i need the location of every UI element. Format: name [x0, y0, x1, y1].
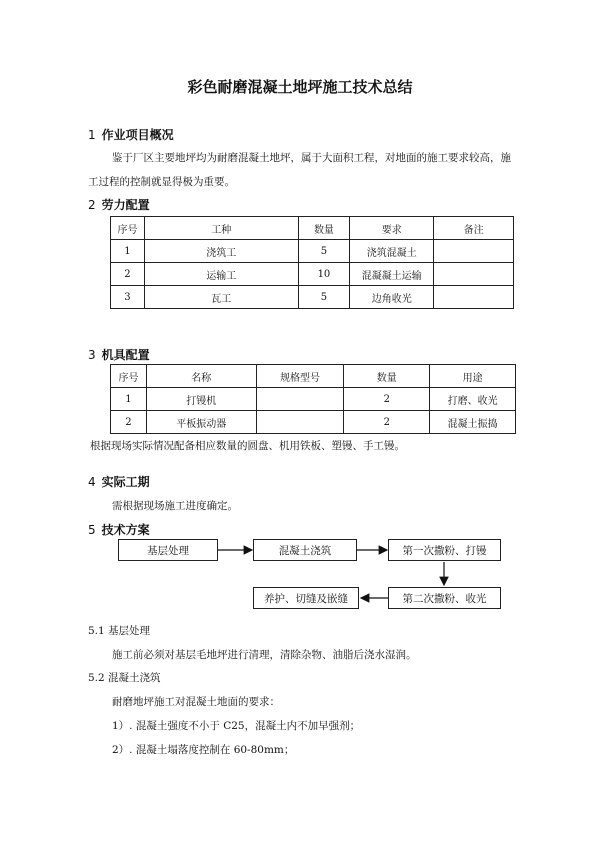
- table-cell: 1: [111, 388, 147, 411]
- equipment-note: 根据现场实际情况配备相应数量的圆盘、机用铁板、塑镘、手工镘。: [90, 440, 405, 452]
- section-2-title: 劳力配置: [101, 198, 150, 212]
- section-1-line-1: 鉴于厂区主要地坪均为耐磨混凝土地坪，属于大面积工程，对地面的施工要求较高，施: [112, 152, 511, 164]
- table-header-cell: 名称: [146, 365, 256, 388]
- table-cell: 10: [298, 263, 350, 286]
- subsection-5-2-intro: 耐磨地坪施工对混凝土地面的要求：: [112, 696, 280, 708]
- table-header-cell: 备注: [434, 217, 514, 240]
- table-cell: 平板振动器: [146, 411, 256, 434]
- section-4-text: 需根据现场施工进度确定。: [112, 500, 238, 512]
- table-cell: 打磨、收光: [430, 388, 516, 411]
- table-header-cell: 序号: [111, 365, 147, 388]
- section-5-title: 技术方案: [101, 523, 150, 537]
- section-1-line-2: 工过程的控制就显得极为重要。: [88, 176, 235, 188]
- table-cell: 2: [111, 263, 145, 286]
- flow-step-curing: 养护、切缝及嵌缝: [253, 587, 359, 609]
- table-cell: 2: [111, 411, 147, 434]
- section-4-number: 4: [88, 475, 96, 489]
- table-cell: 2: [344, 411, 430, 434]
- table-cell: 混凝土振捣: [430, 411, 516, 434]
- flow-step-first-powder: 第一次撒粉、打镘: [388, 539, 501, 561]
- table-header-cell: 用途: [430, 365, 516, 388]
- subsection-5-1-text: 施工前必须对基层毛地坪进行清理，清除杂物、油脂后浇水湿润。: [112, 649, 417, 661]
- table-cell: 3: [111, 286, 145, 309]
- section-4-title: 实际工期: [101, 475, 150, 489]
- table-cell: 运输工: [144, 263, 298, 286]
- section-1-title: 作业项目概况: [101, 128, 174, 142]
- table-cell: 打镘机: [146, 388, 256, 411]
- table-header-cell: 规格型号: [256, 365, 344, 388]
- table-cell: 边角收光: [350, 286, 434, 309]
- page-title: 彩色耐磨混凝土地坪施工技术总结: [187, 78, 413, 96]
- subsection-5-1-heading: 5.1 基层处理: [88, 625, 151, 637]
- table-header-cell: 工种: [144, 217, 298, 240]
- flow-step-second-powder: 第二次撒粉、收光: [388, 587, 501, 609]
- table-cell: 瓦工: [144, 286, 298, 309]
- subsection-5-2-item-1: 1）. 混凝土强度不小于 C25，混凝土内不加早强剂；: [112, 720, 361, 732]
- section-2-number: 2: [88, 198, 96, 212]
- table-cell: 浇筑工: [144, 240, 298, 263]
- section-5-number: 5: [88, 523, 96, 537]
- table-header-cell: 要求: [350, 217, 434, 240]
- table-header-cell: 序号: [111, 217, 145, 240]
- subsection-5-2-item-2: 2）. 混凝土塌落度控制在 60-80mm；: [112, 744, 295, 756]
- section-3-number: 3: [88, 348, 96, 362]
- table-cell: 2: [344, 388, 430, 411]
- table-cell: 1: [111, 240, 145, 263]
- table-cell: 5: [298, 240, 350, 263]
- table-cell: 浇筑混凝土: [350, 240, 434, 263]
- flow-step-concrete-pouring: 混凝土浇筑: [253, 539, 357, 561]
- section-3-title: 机具配置: [101, 348, 150, 362]
- table-header-cell: 数量: [298, 217, 350, 240]
- flow-step-base-treatment: 基层处理: [118, 539, 218, 561]
- section-1-number: 1: [88, 128, 96, 142]
- table-header-cell: 数量: [344, 365, 430, 388]
- table-cell: 混凝凝土运输: [350, 263, 434, 286]
- subsection-5-2-heading: 5.2 混凝土浇筑: [88, 672, 161, 684]
- table-cell: 5: [298, 286, 350, 309]
